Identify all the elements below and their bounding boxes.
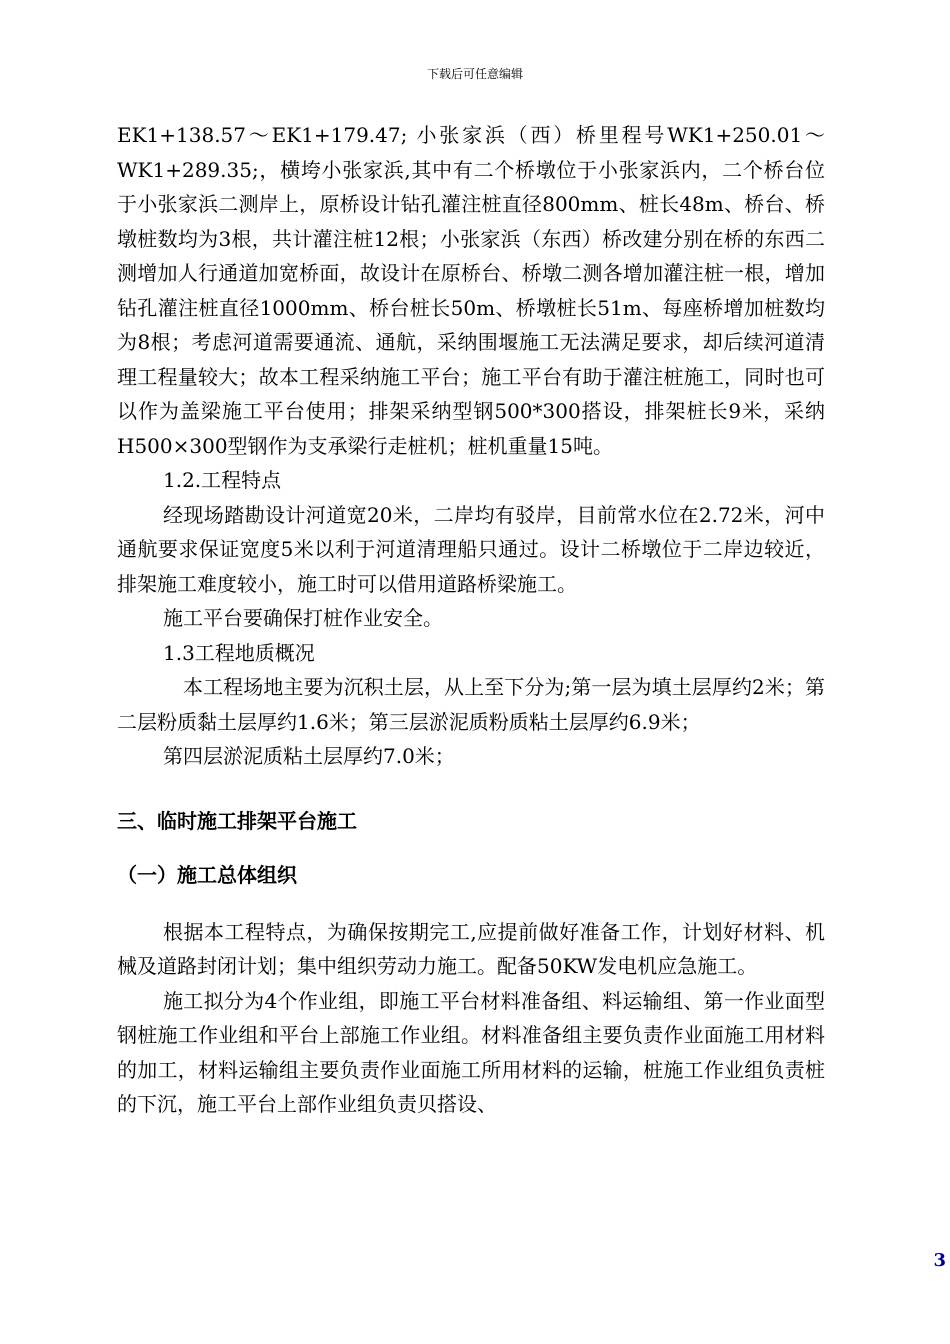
- paragraph-organization-2: 施工拟分为4个作业组，即施工平台材料准备组、料运输组、第一作业面型钢桩施工作业组和平台上部施工作业组。材料准备组主要负责作业面施工用材料的加工，材料运输组主要负责作业面施工所用材料的运输，桩施工作业组负责桩的下沉，施工平台上部作业组负责贝搭设、: [117, 988, 825, 1116]
- paragraph-project-features: 经现场踏勘设计河道宽20米，二岸均有驳岸，目前常水位在2.72米，河中通航要求保证宽度5米以利于河道清理船只通过。设计二桥墩位于二岸边较近，排架施工难度较小，施工时可以借用道路桥梁施工。: [117, 502, 825, 596]
- section-title-1-3: 1.3工程地质概况: [163, 640, 315, 665]
- paragraph-platform-safety: 施工平台要确保打桩作业安全。: [163, 606, 443, 630]
- paragraph-geology: 本工程场地主要为沉积土层，从上至下分为;第一层为填土层厚约2米；第二层粉质黏土层厚约1.6米；第三层淤泥质粉质粘土层厚约6.9米；: [117, 675, 825, 734]
- paragraph-geology-layer4: 第四层淤泥质粘土层厚约7.0米；: [163, 744, 455, 768]
- page-header: 下载后可任意编辑: [426, 67, 523, 81]
- heading-chapter-3: 三、临时施工排架平台施工: [117, 808, 357, 833]
- document-body: [117, 118, 825, 1122]
- paragraph-organization-1: 根据本工程特点，为确保按期完工,应提前做好准备工作，计划好材料、机械及道路封闭计划；集中组织劳动力施工。配备50KW发电机应急施工。: [117, 919, 825, 978]
- page-number: 3: [933, 1250, 946, 1271]
- heading-overall-organization: （一）施工总体组织: [117, 863, 297, 887]
- section-title-1-2: 1.2.工程特点: [163, 468, 282, 492]
- paragraph-bridge-description: EK1+138.57～EK1+179.47; 小张家浜（西）桥里程号WK1+250.01～WK1+289.35;，横垮小张家浜,其中有二个桥墩位于小张家浜内，二个桥台位于小张家浜二测岸上，原桥设计钻孔灌注桩直径800mm、桩长48m、桥台、桥墩桩数均为3根，共计灌注桩12根；小张家浜（东西）桥改建分别在桥的东西二测增加人行通道加宽桥面，故设计在原桥台、桥墩二测各增加灌注桩一根，增加钻孔灌注桩直径1000mm、桥台桩长50m、桥墩桩长51m、每座桥增加桩数均为8根；考虑河道需要通流、通航，采纳围堰施工无法满足要求，却后续河道清理工程量较大；故本工程采纳施工平台；施工平台有助于灌注桩施工，同时也可以作为盖梁施工平台使用；排架采纳型钢500*300搭设，排架桩长9米，采纳H500×300型钢作为支承梁行走桩机；桩机重量15吨。: [117, 123, 825, 458]
